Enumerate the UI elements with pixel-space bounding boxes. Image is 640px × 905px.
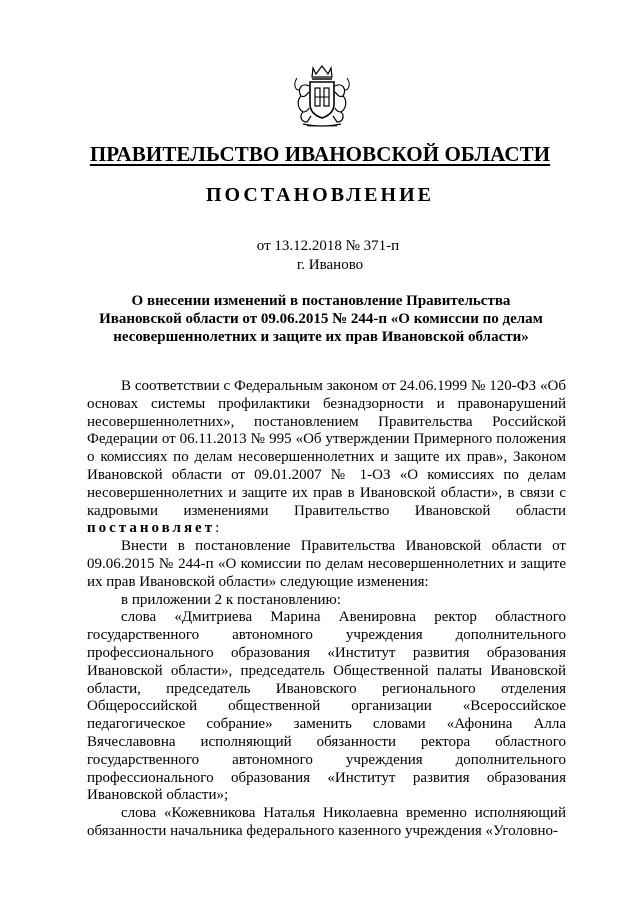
document-heading [82,292,560,346]
document-body [87,378,566,841]
preamble-tail: : [215,520,220,537]
body-paragraph: Внести в постановление Правительства Ивановской области от 09.06.2015 № 244-п «О комиссии по делам несовершеннолетних и защите их прав Ивановской области» следующие изменения: [87,538,566,590]
body-paragraph: слова «Дмитриева Марина Авенировна ректор областного государственного автономного учреждения дополнительного профессионального образования «Институт развития образования Ивановской области», председатель Общественной палаты Ивановской области, председатель Ивановского регионального отделения Общероссийской общественной организации «Всероссийское педагогическое собрание» заменить словами «Афонина Алла Вячеславовна исполняющий обязанности ректора областного государственного автономного учреждения дополнительного профессионального образования «Институт развития образования Ивановской области»; [87,609,566,804]
decree-keyword: постановляет [87,520,216,537]
preamble-text: В соответствии с Федеральным законом от 24.06.1999 № 120-ФЗ «Об основах системы профилактики безнадзорности и правонарушений несовершеннолетних», постановлением Правительства Российской Федерации от 06.11.2013 № 995 «Об утверждении Примерного положения о комиссиях по делам несовершеннолетних и защите их прав», Законом Ивановской области от 09.01.2007 № 1-ОЗ «О комиссиях по делам несовершеннолетних и защите их прав в Ивановской области», в связи с кадровыми изменениями Правительство Ивановской области [87,378,566,519]
body-paragraph [87,378,566,538]
document-date-number: от 13.12.2018 № 371-п [256,238,400,254]
heading-line: Ивановской области от 09.06.2015 № 244-п «О комиссии по делам [99,311,543,327]
coat-of-arms-icon [291,64,353,128]
document-type: ПОСТАНОВЛЕНИЕ [206,184,434,206]
body-paragraph: слова «Кожевникова Наталья Николаевна временно исполняющий обязанности начальника федерального казенного учреждения «Уголовно- [87,805,566,839]
document-city: г. Иваново [296,257,364,273]
heading-line: несовершеннолетних и защите их прав Ивановской области» [113,329,529,345]
heading-line: О внесении изменений в постановление Правительства [131,293,511,309]
organization-title: ПРАВИТЕЛЬСТВО ИВАНОВСКОЙ ОБЛАСТИ [89,142,551,166]
body-paragraph: в приложении 2 к постановлению: [121,591,341,608]
